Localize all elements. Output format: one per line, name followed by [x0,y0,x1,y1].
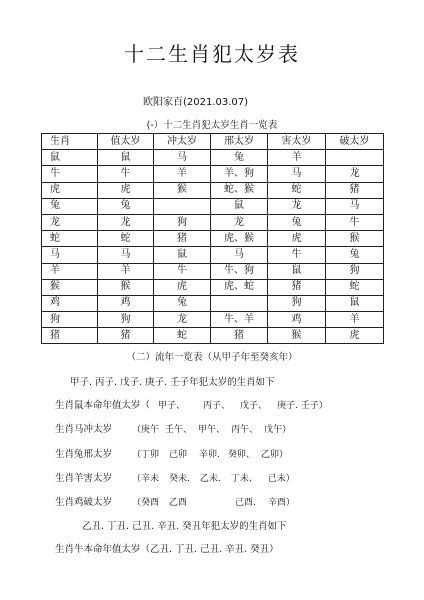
table-cell: 鼠 [268,263,326,279]
table-cell: 马 [268,166,326,182]
table-cell: 马 [98,247,154,263]
table-cell: 猴 [98,279,154,295]
table-cell: 鼠 [42,150,98,166]
table-cell: 龙 [211,214,268,230]
line-label: 生肖兔邢太岁 [55,449,113,460]
table-cell: 狗 [326,263,384,279]
table-cell: 虎、猴 [211,231,268,247]
year-item: 乙酉 [169,498,188,508]
line-rabbit [55,446,288,460]
table-cell: 兔 [211,150,268,166]
line-label: 生肖鼠本命年值太岁（ [55,400,151,411]
year-item: 己未） [267,474,295,484]
intro-line-zi: 甲子. 丙子. 戊子. 庚子. 壬子年犯太岁的生肖如下 [70,377,275,388]
table-cell: 鸡 [42,295,98,311]
table-cell: 牛 [98,166,154,182]
year-item: 甲子、 [158,401,186,411]
table-cell [211,295,268,311]
table-cell: 牛 [268,247,326,263]
line-goat [55,470,295,484]
year-item: 丁未、 [230,474,258,484]
table-cell: 虎 [268,231,326,247]
year-item: 辛酉） [267,498,295,508]
table-cell: 马 [326,198,384,214]
year-item: 癸未. [169,474,190,484]
table-cell: 猪 [98,328,154,344]
table-cell: 猴 [42,279,98,295]
section2-title: （二）流年一览表（从甲子年至癸亥年） [126,352,298,363]
table-cell: 羊、狗 [211,166,268,182]
year-item: 丙子、 [203,401,231,411]
table-cell: 龙 [268,198,326,214]
author-line: 欧阳家百(2021.03.07) [143,97,249,108]
table-cell: 鼠 [154,247,211,263]
table-row [42,247,384,263]
table-cell: 兔 [268,214,326,230]
section1-title: (-）十二生肖犯太岁生肖一览表 [146,120,278,131]
table-cell: 蛇 [42,231,98,247]
table-cell: 蛇 [98,231,154,247]
table-cell: 猪 [211,328,268,344]
table-cell: 牛、羊 [211,312,268,328]
table-cell: 龙 [42,214,98,230]
table-row [42,214,384,230]
table-cell: 虎 [326,328,384,344]
table-header-cell: 生肖 [42,134,98,150]
line-ox: 生肖牛本命年值太岁（乙丑. 丁丑. 己丑. 辛丑. 癸丑） [55,544,279,555]
table-cell: 鼠 [98,150,154,166]
table-cell: 兔 [98,198,154,214]
table-cell: 鸡 [98,295,154,311]
table-cell: 龙 [98,214,154,230]
table-cell: 猪 [154,231,211,247]
table-row [42,198,384,214]
table-cell: 羊 [154,166,211,182]
line-label: 生肖马冲太岁 [55,424,113,435]
table-cell: 牛 [154,263,211,279]
year-item: 辛卯. [199,450,220,460]
table-cell: 蛇、猴 [211,182,268,198]
table-header-cell: 冲太岁 [154,134,211,150]
table-cell: 牛、狗 [211,263,268,279]
table-row [42,182,384,198]
table-cell: 狗 [42,312,98,328]
table-row [42,150,384,166]
table-cell: 狗 [268,295,326,311]
table-cell: 猪 [268,279,326,295]
table-row [42,166,384,182]
table-cell: 羊 [268,150,326,166]
table-cell: 狗 [154,214,211,230]
year-item: （庚午 [132,425,160,435]
year-item: （丁卯 [132,450,160,460]
line-label: 生肖羊害太岁 [55,473,113,484]
table-cell: 蛇 [326,279,384,295]
table-cell: 羊 [98,263,154,279]
table-cell: 羊 [42,263,98,279]
year-item: 庚子. 壬子） [277,401,328,411]
table-cell: 蛇 [154,328,211,344]
year-item: 乙卯） [260,450,288,460]
table-cell: 鼠 [211,198,268,214]
year-item: 戊午） [264,425,292,435]
table-header-cell: 邢太岁 [211,134,268,150]
table-cell: 猴 [154,182,211,198]
line-label: 生肖鸡破太岁 [55,497,113,508]
year-item: （辛未 [132,474,160,484]
table-cell: 牛 [326,214,384,230]
year-item: 戊子、 [240,401,268,411]
table-cell: 虎 [42,182,98,198]
taisui-table [41,133,384,344]
table-cell: 龙 [326,166,384,182]
table-cell [326,150,384,166]
table-cell: 马 [42,247,98,263]
line-horse [55,421,291,435]
page-title: 十二生肖犯太岁表 [124,42,300,66]
table-cell: 龙 [154,312,211,328]
table-cell: 牛 [42,166,98,182]
table-cell: 虎 [98,182,154,198]
table-cell [154,198,211,214]
table-cell: 羊 [326,312,384,328]
intro-line-chou: 乙丑. 丁丑. 己丑. 辛丑. 癸丑年犯太岁的生肖如下 [82,521,287,532]
table-cell: 兔 [326,247,384,263]
year-item: 壬午、 [165,425,193,435]
year-item: 癸卯、 [227,450,255,460]
table-cell: 马 [154,150,211,166]
table-header-row [42,134,384,150]
table-row [42,295,384,311]
line-rat [55,397,328,411]
table-cell: 兔 [154,295,211,311]
line-rooster [55,494,295,508]
table-cell: 狗 [98,312,154,328]
table-cell: 猪 [42,328,98,344]
table-row [42,231,384,247]
table-row [42,328,384,344]
table-cell: 猪 [326,182,384,198]
year-item: 乙未. [199,474,221,484]
table-cell: 鼠 [326,295,384,311]
year-item: 甲午、 [198,425,226,435]
year-item: 己酉. [235,498,256,508]
table-cell: 马 [211,247,268,263]
table-row [42,263,384,279]
table-cell: 蛇 [268,182,326,198]
table-cell: 猴 [268,328,326,344]
table-row [42,312,384,328]
table-cell: 虎 [154,279,211,295]
year-item: 己卯 [169,450,188,460]
table-cell: 虎、蛇 [211,279,268,295]
table-cell: 兔 [42,198,98,214]
table-cell: 鸡 [268,312,326,328]
year-item: 丙午、 [231,425,259,435]
table-header-cell: 害太岁 [268,134,326,150]
year-item: （癸酉 [132,498,160,508]
table-row [42,279,384,295]
table-cell: 猴 [326,231,384,247]
table-header-cell: 值太岁 [98,134,154,150]
table-header-cell: 破太岁 [326,134,384,150]
